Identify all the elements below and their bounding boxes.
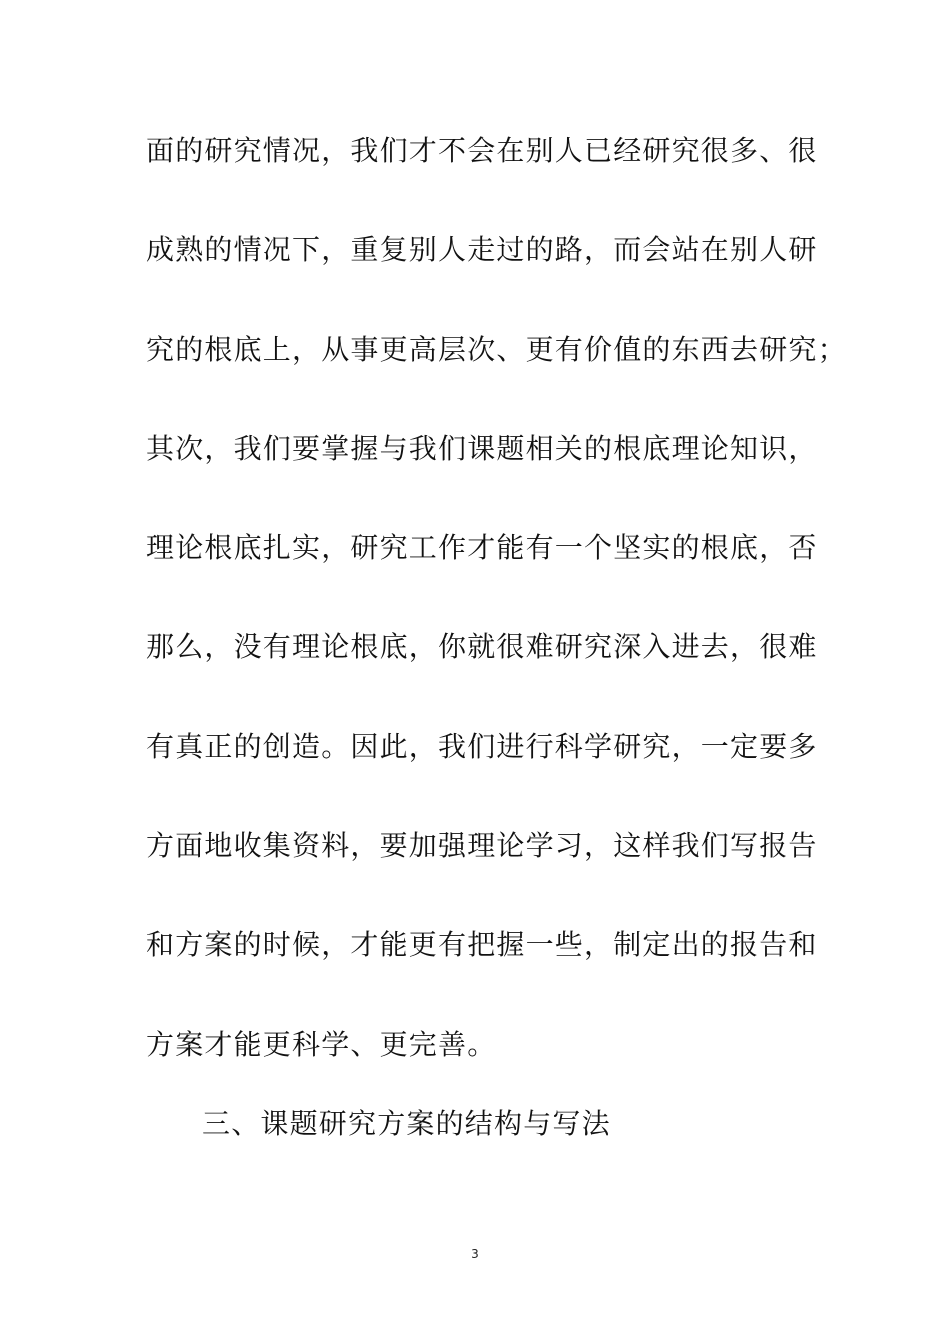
body-text-line: 那么，没有理论根底，你就很难研究深入进去，很难 (146, 630, 818, 663)
section-heading: 三、课题研究方案的结构与写法 (202, 1107, 611, 1140)
body-text-line: 方案才能更科学、更完善。 (146, 1028, 497, 1061)
body-text-line: 面的研究情况，我们才不会在别人已经研究很多、很 (146, 134, 818, 167)
body-text-line: 有真正的创造。因此，我们进行科学研究，一定要多 (146, 730, 818, 763)
body-text-line: 理论根底扎实，研究工作才能有一个坚实的根底，否 (146, 531, 818, 564)
body-text-line: 成熟的情况下，重复别人走过的路，而会站在别人研 (146, 233, 818, 266)
page-number: 3 (471, 1247, 479, 1261)
body-text-line: 究的根底上，从事更高层次、更有价值的东西去研究； (146, 333, 847, 366)
body-text-line: 和方案的时候，才能更有把握一些，制定出的报告和 (146, 928, 818, 961)
body-text-line: 其次，我们要掌握与我们课题相关的根底理论知识， (146, 432, 818, 465)
body-text-line: 方面地收集资料，要加强理论学习，这样我们写报告 (146, 829, 818, 862)
